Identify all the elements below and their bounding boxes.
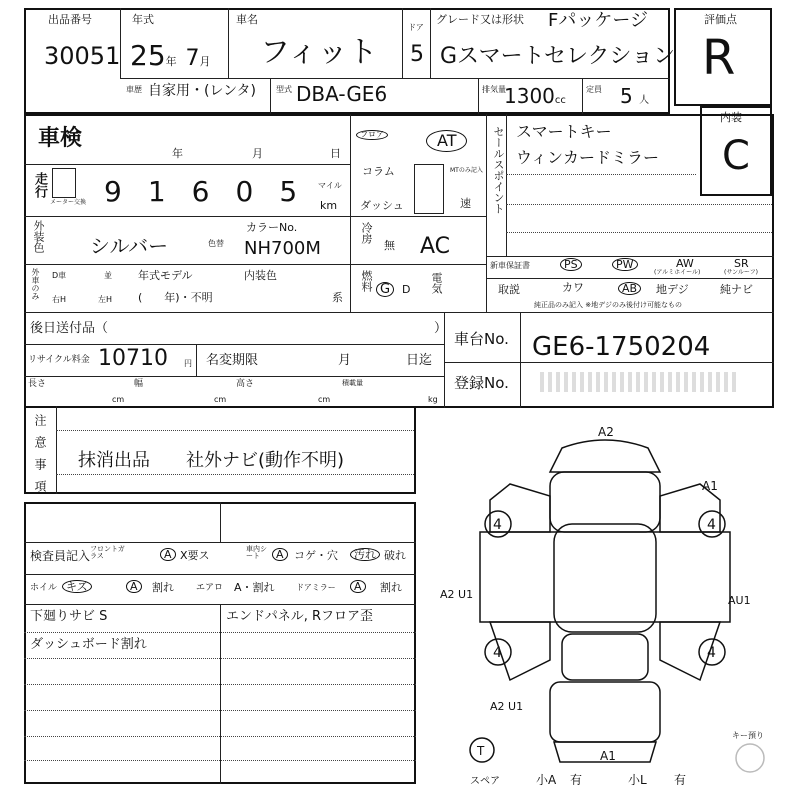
mark-right: AU1 — [728, 594, 751, 607]
dim-length-unit: cm — [112, 395, 125, 404]
imports-right: 右H — [52, 295, 67, 304]
is-tear: 破れ — [384, 549, 406, 562]
fuel-label: 燃料 — [360, 270, 373, 292]
reg-no-redacted — [540, 372, 740, 392]
shaken-m: 月 — [252, 147, 263, 160]
color-code: NH700M — [244, 238, 321, 259]
dm-label: ドアミラー — [296, 583, 336, 592]
grade-line1: Fパッケージ — [548, 10, 648, 31]
score-label: 評価点 — [704, 13, 737, 26]
eq-floor: フロア — [356, 130, 388, 140]
spare-label: スペア — [470, 776, 500, 787]
wheel-crack: 割れ — [152, 581, 174, 594]
ac-none: 無 — [384, 239, 395, 252]
opt-aw: AW — [676, 257, 694, 270]
tread-fl: 4 — [493, 517, 502, 533]
fuel-gas: G — [376, 282, 394, 297]
opt-ab: AB — [618, 282, 641, 295]
type-value: DBA-GE6 — [296, 82, 388, 106]
aero-label: エアロ — [196, 583, 224, 593]
recycle-unit: 円 — [184, 359, 192, 368]
mark-front: A2 — [598, 425, 614, 439]
dim-width: 幅 — [134, 379, 144, 389]
tread-fr: 4 — [707, 517, 716, 533]
disp-label: 排気量 — [482, 85, 506, 94]
chassis-no-value: GE6-1750204 — [532, 332, 711, 362]
usage-value: 自家用・(レンタ) — [148, 83, 257, 99]
spare-mark: T — [477, 744, 485, 758]
transfer-m: 月 — [338, 353, 352, 368]
imports-parallel: 並 — [104, 271, 112, 280]
opt-navi: 純ナビ — [720, 283, 753, 296]
mileage-unit-km: km — [320, 199, 338, 212]
fuel-diesel: D — [402, 283, 411, 296]
eq-column: コラム — [362, 165, 395, 178]
mileage-label: 走行 — [32, 172, 47, 198]
shaken-d: 日 — [330, 147, 341, 160]
eq-trans: AT — [426, 130, 467, 152]
opt-sr: SR — [734, 257, 749, 270]
lot-label: 出品番号 — [48, 13, 92, 26]
interior-label: 内装 — [720, 111, 742, 124]
eq-dash: ダッシュ — [360, 199, 404, 212]
interior-value: C — [722, 133, 750, 179]
ac-value: AC — [420, 234, 451, 259]
grade-label: グレード又は形状 — [436, 13, 524, 26]
recycle-value: 10710 — [98, 346, 168, 371]
doors-label: ドア — [408, 23, 424, 32]
eq-mt: MTのみ記入 — [450, 167, 483, 174]
dim-weight: 積載量 — [342, 379, 363, 387]
is-label: 車内シート — [246, 545, 267, 560]
wheel-label: ホイル — [30, 583, 58, 593]
opt-sr-note: (サンルーフ) — [724, 269, 758, 276]
type-label: 型式 — [276, 85, 292, 94]
fuel-ev: 電気 — [430, 272, 443, 294]
year-label: 年式 — [132, 13, 154, 26]
sell-points-label: セールスポイント — [492, 126, 505, 214]
small-l: 小L — [628, 773, 647, 787]
lot-number: 30051 — [44, 42, 121, 70]
shaken-label: 車検 — [38, 126, 83, 151]
opt-manual: 取説 — [498, 283, 520, 296]
model-name-value: フィット — [260, 35, 378, 70]
notes-text: 抹消出品 社外ナビ(動作不明) — [78, 450, 345, 471]
dim-height: 高さ — [236, 379, 255, 389]
mark-left-rear: A2 U1 — [490, 700, 524, 713]
transfer-label: 名変期限 — [206, 353, 259, 368]
model-year-label: 年式モデル — [138, 269, 193, 282]
color-label: 外装色 — [32, 220, 45, 253]
color-value: シルバー — [90, 234, 169, 258]
imports-label: 外車のみ — [31, 268, 40, 300]
small-l-has: 有 — [674, 773, 687, 787]
mileage-digits: 91605 — [104, 175, 324, 208]
fg-grade: A — [160, 548, 176, 561]
color-code-label: カラーNo. — [246, 221, 298, 234]
key-label: キー預り — [732, 731, 764, 740]
opt-ps: PS — [560, 258, 582, 271]
dm-crack: 割れ — [380, 581, 402, 594]
wheel-grade: A — [126, 580, 142, 593]
score-value: R — [702, 30, 736, 86]
small-a-has: 有 — [570, 773, 583, 787]
capacity-value: 5 人 — [620, 84, 650, 108]
opt-warranty: 新車保証書 — [490, 261, 530, 270]
grade-line2: Gスマートセレクション — [440, 44, 676, 69]
dm-grade: A — [350, 580, 366, 593]
mark-rear: A1 — [600, 749, 616, 763]
is-grade: A — [272, 548, 288, 561]
fg-x: X要ス — [180, 549, 210, 562]
doors-value: 5 — [410, 42, 424, 67]
is-dirt: コゲ・穴 — [294, 549, 338, 562]
opt-note: 純正品のみ記入 ※地デジのみ後付け可能なもの — [534, 301, 682, 309]
wheel-value: キズ — [62, 580, 92, 593]
eq-speed: 速 — [460, 197, 471, 210]
interior-color-suffix: 系 — [332, 291, 343, 304]
opt-aw-note: (アルミホイール) — [654, 269, 701, 276]
tread-rr: 4 — [707, 645, 716, 661]
comment-2: エンドパネル, Rフロア歪 — [226, 609, 374, 624]
opt-tv: 地デジ — [656, 283, 689, 296]
usage-label: 車歴 — [126, 85, 142, 94]
comment-3: ダッシュボード割れ — [30, 637, 147, 652]
imports-left: 左H — [98, 295, 113, 304]
swatch-label: 色替 — [208, 239, 224, 248]
interior-color-label: 内装色 — [244, 269, 277, 282]
transfer-d: 日迄 — [406, 353, 433, 368]
later-label: 後日送付品（ — [30, 321, 109, 336]
year-value: 25年 7月 — [130, 39, 211, 72]
ac-label: 冷房 — [360, 222, 373, 244]
meter-box — [52, 168, 76, 198]
later-close: ） — [434, 321, 448, 336]
dim-width-unit: cm — [214, 395, 227, 404]
opt-pw: PW — [612, 258, 638, 271]
inspector-label: 検査員記入 — [30, 549, 91, 563]
disp-value: 1300cc — [504, 84, 566, 108]
recycle-label: リサイクル料金 — [28, 355, 90, 365]
dim-weight-unit: kg — [428, 395, 438, 404]
opt-cassette: カワ — [562, 281, 584, 294]
tread-rl: 4 — [493, 645, 502, 661]
notes-label: 注意事項 — [33, 414, 47, 502]
fg-label: フロントガラス — [90, 545, 125, 560]
chassis-no-label: 車台No. — [454, 330, 509, 348]
mark-right-front: A1 — [702, 479, 718, 493]
mark-left: A2 U1 — [440, 588, 474, 601]
dim-length: 長さ — [28, 379, 47, 389]
car-diagram — [430, 420, 790, 790]
imports-d: D車 — [52, 271, 67, 280]
capacity-label: 定員 — [586, 85, 602, 94]
sell-line2: ウィンカードミラー — [516, 148, 660, 167]
reg-no-label: 登録No. — [454, 374, 509, 392]
small-a: 小A — [536, 773, 557, 787]
model-name-label: 車名 — [236, 13, 258, 26]
comment-1: 下廻りサビ S — [30, 609, 108, 624]
dim-height-unit: cm — [318, 395, 331, 404]
is-stain: 汚れ — [350, 548, 380, 561]
shaken-y: 年 — [172, 147, 183, 160]
aero-value: A・割れ — [234, 581, 275, 594]
sell-line1: スマートキー — [516, 122, 612, 141]
meter-note: メーター交換 — [50, 199, 87, 206]
mileage-unit-mile: マイル — [318, 181, 342, 190]
model-year-value: ( 年)・不明 — [138, 291, 213, 304]
